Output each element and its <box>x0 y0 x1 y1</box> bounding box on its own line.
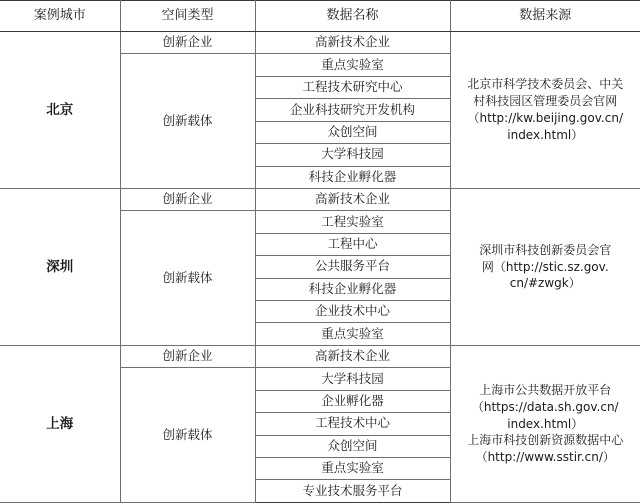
space-type-carrier: 创新载体 <box>120 54 255 189</box>
space-type-carrier: 创新载体 <box>120 211 255 346</box>
data-name-cell: 工程中心 <box>255 233 450 255</box>
source-line: （https://data.sh.gov.cn/ <box>471 399 619 414</box>
table-row <box>0 32 640 54</box>
header-city: 案例城市 <box>0 1 120 32</box>
table-header-row <box>0 1 640 32</box>
source-cell-shenzhen <box>450 188 640 345</box>
source-cell-beijing <box>450 32 640 189</box>
data-name-cell: 专业技术服务平台 <box>255 480 450 503</box>
source-line: 深圳市科技创新委员会官 <box>479 242 612 257</box>
header-data-name: 数据名称 <box>255 1 450 32</box>
table-row <box>0 188 640 210</box>
data-name-cell: 高新技术企业 <box>255 188 450 210</box>
data-name-cell: 高新技术企业 <box>255 32 450 54</box>
source-line: （http://kw.beijing.gov.cn/ <box>467 110 623 125</box>
data-name-cell: 重点实验室 <box>255 458 450 480</box>
data-name-cell: 企业孵化器 <box>255 390 450 412</box>
data-name-cell: 大学科技园 <box>255 368 450 390</box>
source-line: （http://www.sstir.cn/） <box>475 450 615 465</box>
space-type-enterprise: 创新企业 <box>120 188 255 210</box>
data-name-cell: 工程技术中心 <box>255 413 450 435</box>
data-name-cell: 重点实验室 <box>255 54 450 76</box>
source-line: 北京市科学技术委员会、中关 <box>467 77 624 92</box>
space-type-carrier: 创新载体 <box>120 368 255 503</box>
data-name-cell: 公共服务平台 <box>255 256 450 278</box>
data-name-cell: 企业科技研究开发机构 <box>255 99 450 121</box>
data-name-cell: 大学科技园 <box>255 144 450 166</box>
source-line: index.html） <box>507 127 584 142</box>
source-cell-shanghai <box>450 345 640 502</box>
source-line: cn/#zwgk） <box>509 276 581 291</box>
header-data-source: 数据来源 <box>450 1 640 32</box>
data-name-cell: 重点实验室 <box>255 323 450 345</box>
data-name-cell: 高新技术企业 <box>255 345 450 367</box>
source-line: 村科技园区管理委员会官网 <box>473 94 618 109</box>
city-cell-shenzhen: 深圳 <box>0 188 120 345</box>
header-space-type: 空间类型 <box>120 1 255 32</box>
data-name-cell: 企业技术中心 <box>255 301 450 323</box>
city-cell-beijing: 北京 <box>0 32 120 189</box>
source-line: index.html） <box>507 416 584 431</box>
data-name-cell: 工程技术研究中心 <box>255 76 450 98</box>
table-row <box>0 345 640 367</box>
source-line: 网（http://stic.sz.gov. <box>481 259 609 274</box>
city-cell-shanghai: 上海 <box>0 345 120 502</box>
source-line: 上海市科技创新资源数据中心 <box>467 433 624 448</box>
data-name-cell: 科技企业孵化器 <box>255 166 450 188</box>
space-type-enterprise: 创新企业 <box>120 345 255 367</box>
source-line: 上海市公共数据开放平台 <box>479 382 612 397</box>
data-name-cell: 科技企业孵化器 <box>255 278 450 300</box>
data-name-cell: 众创空间 <box>255 435 450 457</box>
space-type-enterprise: 创新企业 <box>120 32 255 54</box>
data-name-cell: 众创空间 <box>255 121 450 143</box>
data-name-cell: 工程实验室 <box>255 211 450 233</box>
